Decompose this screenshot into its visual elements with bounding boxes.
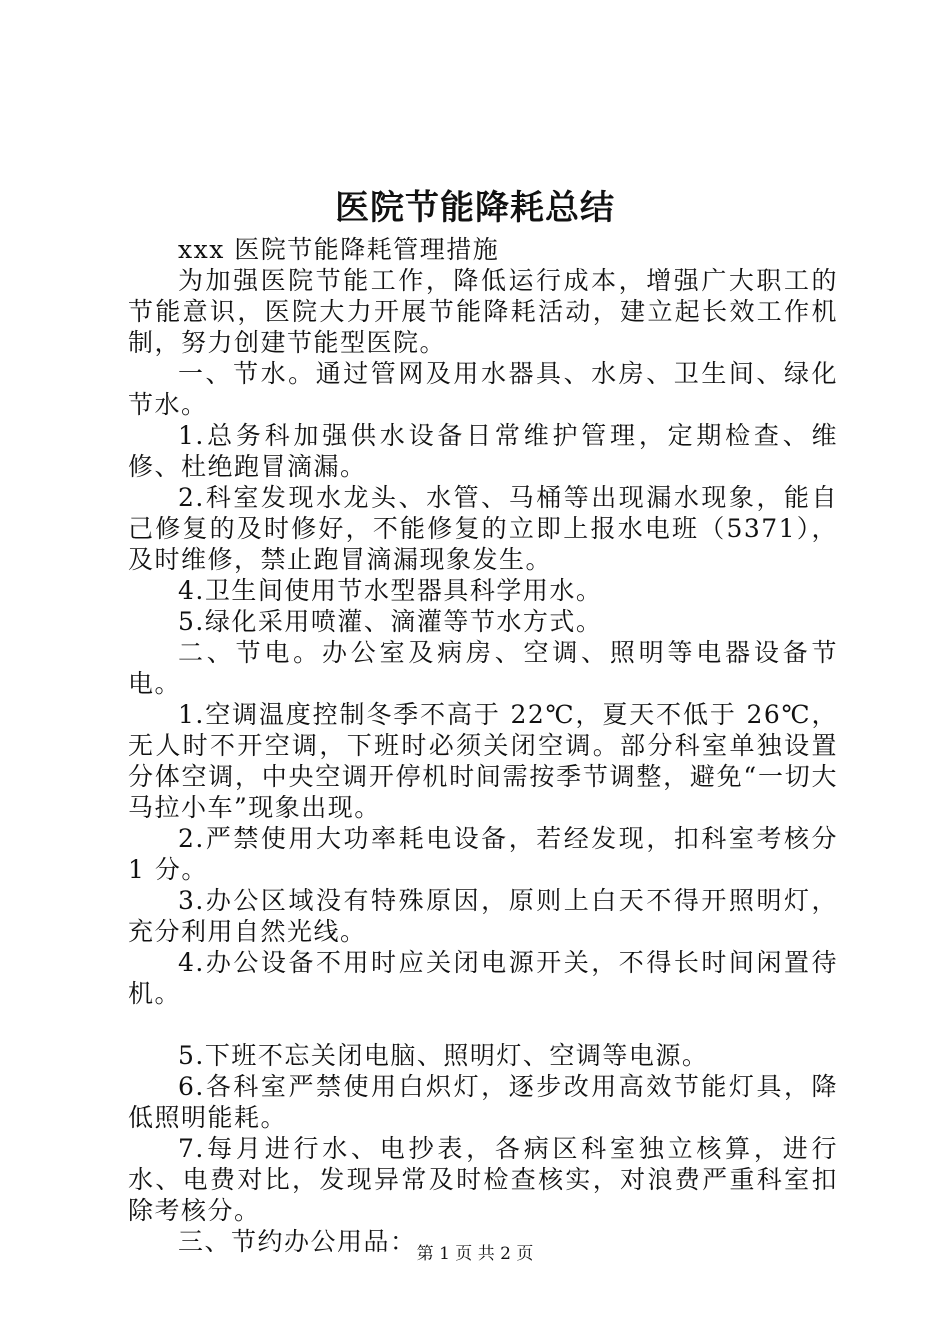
paragraph-water-5: 5.绿化采用喷灌、滴灌等节水方式。 [178, 607, 603, 636]
paragraph-power-7: 7.每月进行水、电抄表，各病区科室独立核算，进行水、电费对比，发现异常及时检查核实，对浪费严重科室扣除考核分。 [128, 1134, 838, 1225]
paragraph-power-4: 4.办公设备不用时应关闭电源开关，不得长时间闲置待机。 [128, 948, 838, 1008]
paragraph-power-3: 3.办公区域没有特殊原因，原则上白天不得开照明灯，充分利用自然光线。 [128, 886, 838, 946]
paragraph-water-1: 1.总务科加强供水设备日常维护管理，定期检查、维修、杜绝跑冒滴漏。 [128, 421, 838, 481]
paragraph-power-5: 5.下班不忘关闭电脑、照明灯、空调等电源。 [178, 1041, 709, 1070]
paragraph-water-4: 4.卫生间使用节水型器具科学用水。 [178, 576, 603, 605]
paragraph-power-6: 6.各科室严禁使用白炽灯，逐步改用高效节能灯具，降低照明能耗。 [128, 1072, 838, 1132]
paragraph-subtitle: xxx 医院节能降耗管理措施 [178, 235, 500, 264]
paragraph-section-office: 三、节约办公用品： [178, 1227, 417, 1256]
paragraph-power-1: 1.空调温度控制冬季不高于 22℃，夏天不低于 26℃，无人时不开空调，下班时必须关闭空调。部分科室单独设置分体空调，中央空调开停机时间需按季节调整，避免“一切大马拉小车”现象出现。 [128, 700, 838, 822]
document-body [128, 234, 838, 1257]
paragraph-intro: 为加强医院节能工作，降低运行成本，增强广大职工的节能意识，医院大力开展节能降耗活动，建立起长效工作机制，努力创建节能型医院。 [128, 266, 838, 357]
paragraph-section-water: 一、节水。通过管网及用水器具、水房、卫生间、绿化节水。 [128, 359, 838, 419]
paragraph-section-power: 二、节电。办公室及病房、空调、照明等电器设备节电。 [128, 638, 838, 698]
document-title: 医院节能降耗总结 [335, 188, 615, 228]
paragraph-water-2: 2.科室发现水龙头、水管、马桶等出现漏水现象，能自己修复的及时修好，不能修复的立即上报水电班（5371），及时维修，禁止跑冒滴漏现象发生。 [128, 483, 838, 574]
paragraph-power-2: 2.严禁使用大功率耗电设备，若经发现，扣科室考核分 1 分。 [128, 824, 838, 884]
page-footer: 第 1 页 共 2 页 [416, 1244, 534, 1264]
